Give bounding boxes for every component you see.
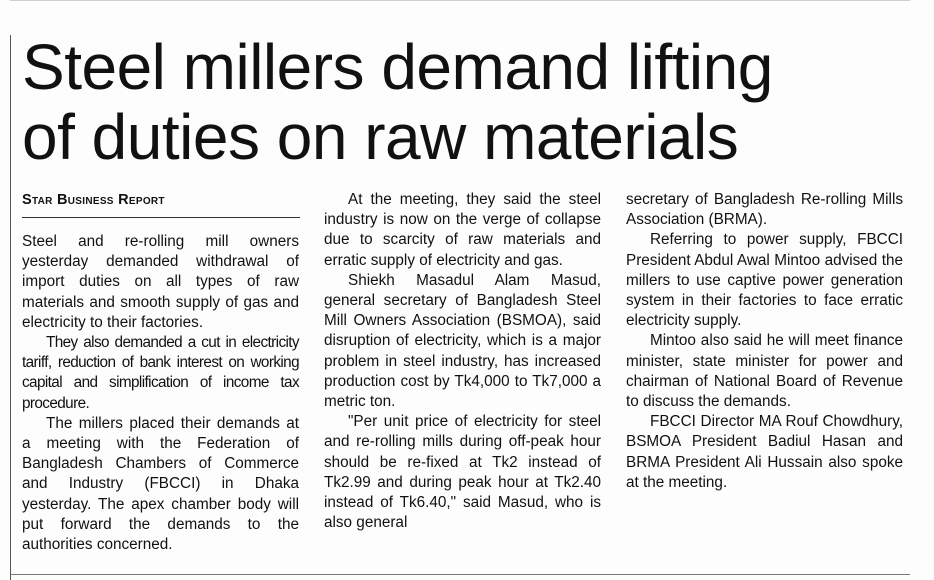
headline (22, 32, 912, 172)
paragraph: Referring to power supply, FBCCI President Abdul Awal Mintoo advised the millers to use captive power generation system in their factories to face erratic electricity supply. (626, 231, 903, 330)
paragraph: They also demanded a cut in electricity tariff, reduction of bank interest on working capital and simplification of income tax procedure. (22, 334, 299, 412)
paragraph: The millers placed their demands at a meeting with the Federation of Bangladesh Chambers of Commerce and Industry (FBCCI) in Dhaka yesterday. The apex chamber body will put forward the demands to the authorities concerned. (22, 414, 299, 554)
byline: Star Business Report (22, 192, 165, 208)
paragraph: Steel and re-rolling mill owners yesterday demanded withdrawal of import duties on all types of raw materials and smooth supply of gas and electricity to their factories. (22, 233, 299, 331)
article-column-1 (22, 232, 299, 555)
headline-line-2: of duties on raw materials (22, 101, 739, 173)
article-column-3 (626, 190, 903, 493)
paragraph: FBCCI Director MA Rouf Chowdhury, BSMOA President Badiul Hasan and BRMA President Ali Hussain also spoke at the meeting. (626, 413, 903, 491)
paragraph: Mintoo also said he will meet finance minister, state minister for power and chairman of National Board of Revenue to discuss the demands. (626, 332, 903, 411)
byline-rule (22, 217, 300, 218)
left-border-rule (10, 35, 11, 580)
paragraph: secretary of Bangladesh Re-rolling Mills Association (BRMA). (626, 191, 903, 229)
paragraph: Shiekh Masadul Alam Masud, general secretary of Bangladesh Steel Mill Owners Association (BSMOA), said disruption of electricity, which is a major problem in steel industry, has increased production cost by Tk4,000 to Tk7,000 a metric ton. (324, 271, 601, 411)
article-column-2 (324, 190, 601, 533)
paragraph: "Per unit price of electricity for steel and re-rolling mills during off-peak hour should be re-fixed at Tk2 instead of Tk2.99 and during peak hour at Tk2.40 instead of Tk6.40," said Masud, who is also general (324, 413, 601, 532)
top-border-rule (10, 0, 910, 1)
headline-line-1: Steel millers demand lifting (22, 31, 773, 103)
bottom-border-rule (10, 574, 910, 575)
paragraph: At the meeting, they said the steel industry is now on the verge of collapse due to scarcity of raw materials and erratic supply of electricity and gas. (324, 191, 601, 269)
